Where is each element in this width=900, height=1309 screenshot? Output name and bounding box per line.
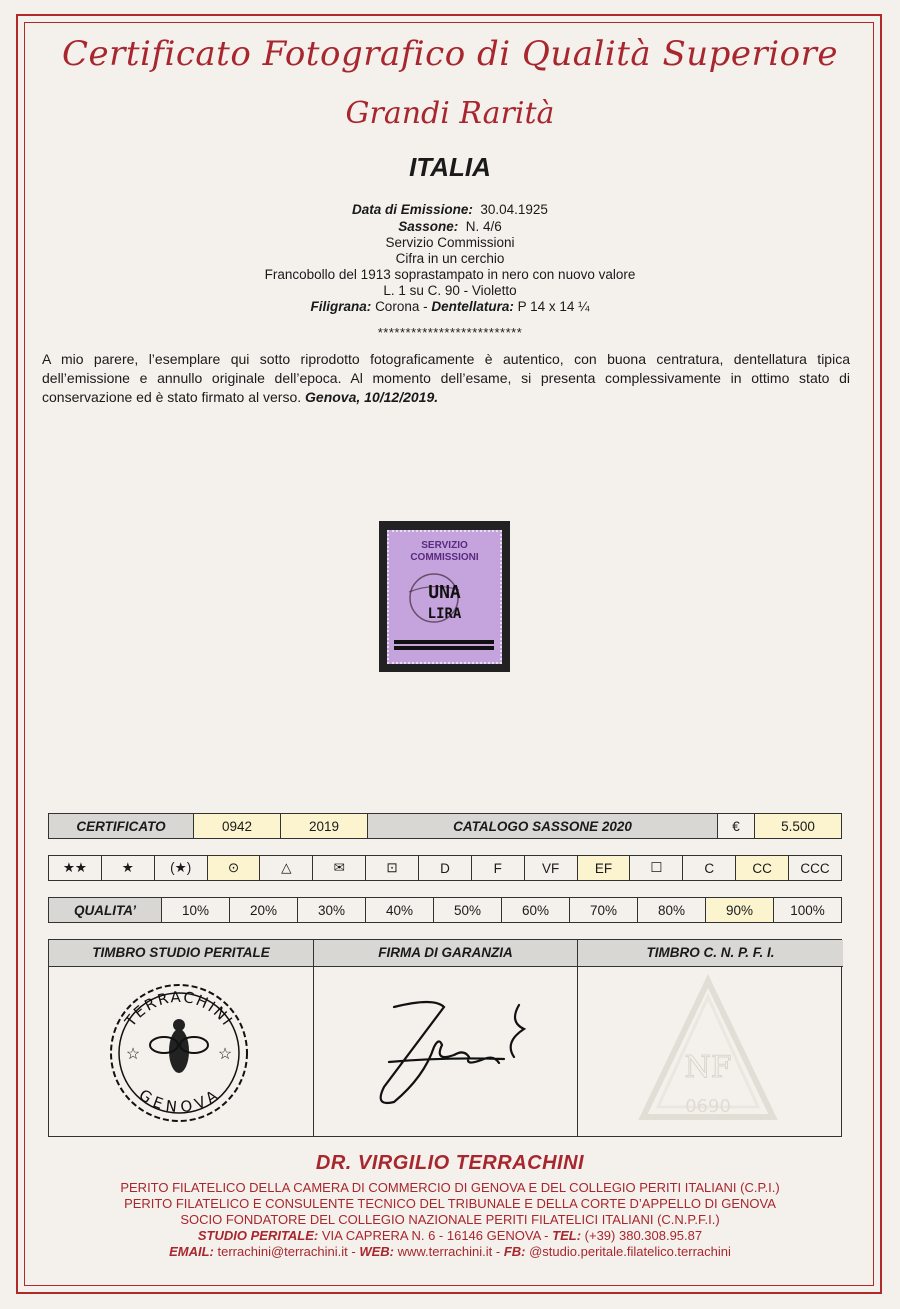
detail-line-2: Cifra in un cerchio	[395, 251, 505, 266]
catalog-value: 5.500	[755, 814, 842, 839]
grade-cell: ⊡	[366, 856, 419, 881]
overprint-una: UNA	[428, 582, 461, 603]
web-link[interactable]: www.terrachini.it -	[397, 1244, 501, 1259]
facebook-link[interactable]: @studio.peritale.filatelico.terrachini	[529, 1244, 731, 1259]
certificate-year: 2019	[281, 814, 368, 839]
country-title: ITALIA	[409, 152, 491, 182]
quality-cell: 30%	[298, 898, 366, 923]
quality-cell: 20%	[230, 898, 298, 923]
grade-cell: CCC	[789, 856, 842, 881]
detail-line-4: L. 1 su C. 90 - Violetto	[383, 283, 517, 298]
stamp-panels	[48, 939, 842, 1137]
footer-contacts: EMAIL: terrachini@terrachini.it - WEB: www.terrachini.it - FB: @studio.peritale.filatelico.terrachini	[169, 1244, 731, 1259]
grade-cell: VF	[524, 856, 577, 881]
separator-stars: **************************	[377, 325, 523, 340]
cnpfi-header: TIMBRO C. N. P. F. I.	[578, 940, 843, 967]
detail-line-3: Francobollo del 1913 soprastampato in nero con nuovo valore	[264, 267, 636, 282]
quality-cell: 80%	[638, 898, 706, 923]
footer-line-2: PERITO FILATELICO E CONSULENTE TECNICO DEL TRIBUNALE E DELLA CORTE D’APPELLO DI GENOVA	[124, 1196, 776, 1211]
expert-opinion: A mio parere, l’esemplare qui sotto riprodotto fotograficamente è autentico, con buona centratura, dentellatura tipica dell’emissione e annullo originale dell’epoca. Al momento dell’esame, si presenta complessivamente in ottimo stato di conservazione ed è stato firmato al verso. Genova, 10/12/2019.	[42, 351, 850, 405]
grades-row	[48, 855, 842, 881]
svg-text:☆: ☆	[217, 1046, 233, 1063]
catalog-label: CATALOGO SASSONE 2020	[368, 814, 718, 839]
certificate-number: 0942	[194, 814, 281, 839]
grade-cell: F	[471, 856, 524, 881]
certificate-row	[48, 813, 842, 839]
handwritten-signature	[314, 967, 578, 1137]
grade-cell: (★)	[154, 856, 207, 881]
overprint-lira: LIRA	[427, 606, 462, 622]
svg-text:GENOVA: GENOVA	[135, 1085, 223, 1117]
svg-text:NF: NF	[684, 1050, 732, 1085]
sassone-line: Sassone: N. 4/6	[398, 219, 502, 234]
grade-cell: ★★	[49, 856, 102, 881]
quality-row	[48, 897, 842, 923]
studio-stamp-panel	[49, 940, 314, 1136]
footer-line-1: PERITO FILATELICO DELLA CAMERA DI COMMERCIO DI GENOVA E DEL COLLEGIO PERITI ITALIANI (C.P.I.)	[120, 1180, 780, 1195]
quality-label: QUALITA’	[49, 898, 162, 923]
certificate-title: Certificato Fotografico di Qualità Superiore	[61, 34, 839, 74]
svg-text:TERRACHINI: TERRACHINI	[121, 987, 238, 1031]
quality-cell: 100%	[774, 898, 842, 923]
cnpfi-panel	[578, 940, 843, 1136]
studio-stamp-header: TIMBRO STUDIO PERITALE	[49, 940, 313, 967]
filigrana-line: Filigrana: Corona - Dentellatura: P 14 x 14 ¼	[310, 299, 590, 314]
signature-panel	[314, 940, 578, 1136]
footer-address: STUDIO PERITALE: VIA CAPRERA N. 6 - 16146 GENOVA - TEL: (+39) 380.308.95.87	[197, 1228, 703, 1243]
grade-cell: ☐	[630, 856, 683, 881]
quality-cell: 40%	[366, 898, 434, 923]
emission-line: Data di Emissione: 30.04.1925	[352, 202, 548, 217]
signature-header: FIRMA DI GARANZIA	[314, 940, 577, 967]
email-link[interactable]: terrachini@terrachini.it -	[217, 1244, 356, 1259]
grade-cell: ✉	[313, 856, 366, 881]
currency-symbol: €	[718, 814, 755, 839]
certificate-subtitle: Grandi Rarità	[345, 96, 555, 131]
grade-cell: ⊙	[207, 856, 260, 881]
stamp-text-servizio: SERVIZIO	[421, 540, 468, 551]
svg-text:0690: 0690	[685, 1096, 731, 1117]
grade-cell: CC	[736, 856, 789, 881]
quality-cell: 50%	[434, 898, 502, 923]
grade-cell: ★	[101, 856, 154, 881]
footer-line-3: SOCIO FONDATORE DEL COLLEGIO NAZIONALE PERITI FILATELICI ITALIANI (C.N.P.F.I.)	[180, 1212, 720, 1227]
grade-cell: C	[683, 856, 736, 881]
quality-cell: 10%	[162, 898, 230, 923]
grade-cell: △	[260, 856, 313, 881]
grade-cell: EF	[577, 856, 630, 881]
quality-cell: 60%	[502, 898, 570, 923]
stamp-photo	[379, 521, 510, 672]
stamp-text-commissioni: COMMISSIONI	[410, 552, 479, 563]
svg-text:☆: ☆	[125, 1046, 141, 1063]
terrachini-seal-icon	[49, 967, 314, 1137]
quality-cell: 70%	[570, 898, 638, 923]
expert-name: DR. VIRGILIO TERRACHINI	[315, 1152, 585, 1174]
certificate-label: CERTIFICATO	[49, 814, 194, 839]
quality-cell: 90%	[706, 898, 774, 923]
detail-line-1: Servizio Commissioni	[385, 235, 515, 250]
grade-cell: D	[419, 856, 472, 881]
embossed-seal-icon	[578, 967, 843, 1137]
